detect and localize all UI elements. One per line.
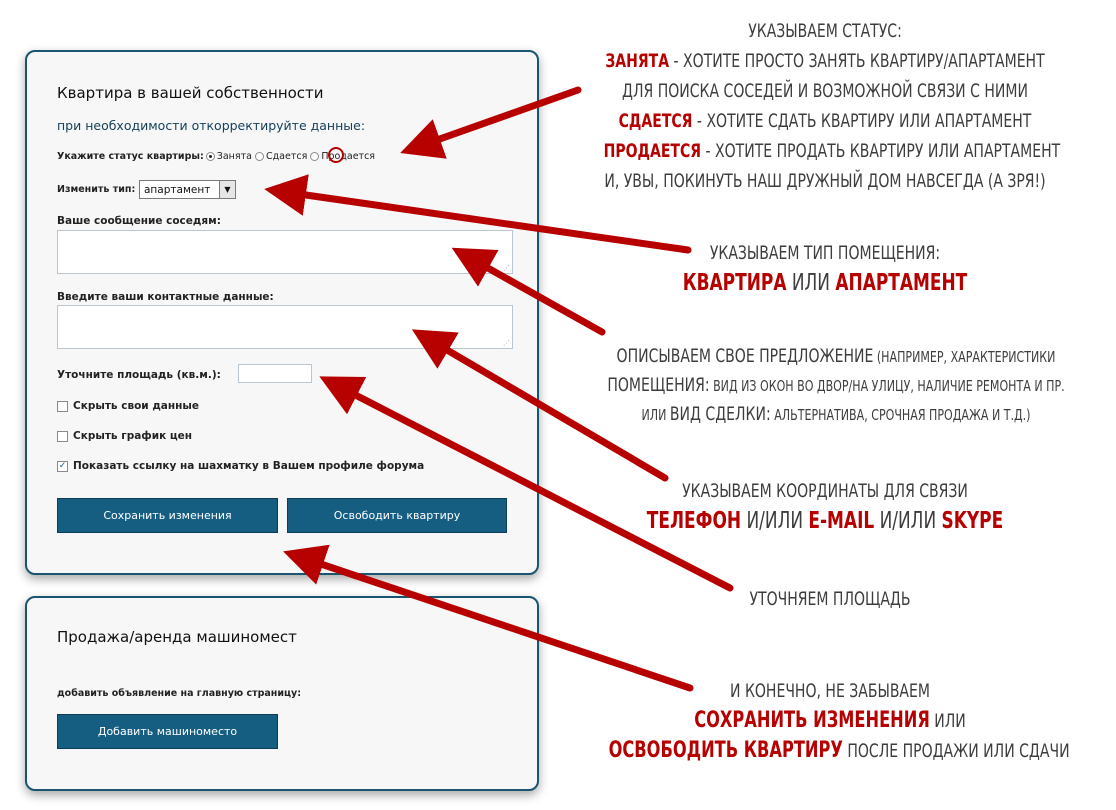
status-radio-sale-label: Продается (321, 151, 376, 162)
parking-panel-title: Продажа/аренда машиномест (57, 628, 297, 646)
resize-grip-icon[interactable]: ⋰ (503, 264, 510, 272)
parking-add-label: добавить объявление на главную страницу: (57, 688, 302, 699)
annotation-status-line3: СДАЕТСЯ - ХОТИТЕ СДАТЬ КВАРТИРУ ИЛИ АПАРТАМЕНТ (618, 110, 1032, 132)
chevron-down-icon[interactable]: ▼ (219, 181, 235, 198)
annotation-status-line1: ЗАНЯТА - ХОТИТЕ ПРОСТО ЗАНЯТЬ КВАРТИРУ/АПАРТАМЕНТ (605, 50, 1045, 72)
contacts-label: Введите ваши контактные данные: (57, 291, 274, 303)
free-apartment-button[interactable]: Освободить квартиру (287, 498, 507, 533)
annotation-area-text: УТОЧНЯЕМ ПЛОЩАДЬ (749, 588, 911, 610)
annotation-status-heading: УКАЗЫВАЕМ СТАТУС: (748, 20, 902, 42)
annotation-status-line2: ДЛЯ ПОИСКА СОСЕДЕЙ И ВОЗМОЖНОЙ СВЯЗИ С НИМИ (622, 80, 1028, 102)
annotation-offer-line3: ИЛИ ВИД СДЕЛКИ: АЛЬТЕРНАТИВА, СРОЧНАЯ ПРОДАЖА И Т.Д.) (641, 403, 1031, 425)
status-label: Укажите статус квартиры: (57, 151, 204, 162)
annotation-area (715, 584, 945, 614)
message-label: Ваше сообщение соседям: (57, 215, 221, 227)
arrow-type (285, 192, 688, 250)
annotation-buttons-line3: ОСВОБОДИТЬ КВАРТИРУ ПОСЛЕ ПРОДАЖИ ИЛИ СДАЧИ (608, 738, 1070, 763)
arrow-buttons (303, 558, 690, 688)
annotation-buttons (608, 676, 1070, 766)
annotation-contacts-heading: УКАЗЫВАЕМ КООРДИНАТЫ ДЛЯ СВЯЗИ (682, 480, 968, 502)
annotation-status-line5: И, УВЫ, ПОКИНУТЬ НАШ ДРУЖНЫЙ ДОМ НАВСЕГДА (А ЗРЯ!) (604, 170, 1046, 192)
hide-data-label: Скрыть свои данные (73, 400, 200, 412)
arrow-message (470, 258, 602, 332)
save-button[interactable]: Сохранить изменения (57, 498, 278, 533)
hide-prices-label: Скрыть график цен (73, 430, 193, 442)
show-link-label: Показать ссылку на шахматку в Вашем профиле форума (73, 460, 425, 472)
annotation-type-heading: УКАЗЫВАЕМ ТИП ПОМЕЩЕНИЯ: (709, 242, 941, 264)
annotation-offer (590, 342, 1082, 429)
annotation-offer-line2: ПОМЕЩЕНИЯ: ВИД ИЗ ОКОН ВО ДВОР/НА УЛИЦУ, НАЛИЧИЕ РЕМОНТА И ПР. (607, 374, 1065, 396)
annotation-contacts-values: ТЕЛЕФОН И/ИЛИ E-MAIL И/ИЛИ SKYPE (646, 508, 1004, 534)
status-radio-occupied-label: Занята (216, 151, 252, 162)
annotation-buttons-line2: СОХРАНИТЬ ИЗМЕНЕНИЯ ИЛИ (694, 708, 966, 733)
status-radio-rent-label: Сдается (265, 151, 308, 162)
panel-subtitle: при необходимости откорректируйте данные: (57, 118, 366, 133)
annotation-status-line4: ПРОДАЕТСЯ - ХОТИТЕ ПРОДАТЬ КВАРТИРУ ИЛИ АПАРТАМЕНТ (603, 140, 1061, 162)
area-label: Уточните площадь (кв.м.): (57, 369, 221, 381)
resize-grip-icon[interactable]: ⋰ (503, 339, 510, 347)
annotation-buttons-line1: И КОНЕЧНО, НЕ ЗАБЫВАЕМ (730, 680, 930, 702)
annotation-offer-line1: ОПИСЫВАЕМ СВОЕ ПРЕДЛОЖЕНИЕ (НАПРИМЕР, ХАРАКТЕРИСТИКИ (616, 345, 1056, 367)
annotation-status (603, 16, 1061, 196)
annotation-type-values: КВАРТИРА ИЛИ АПАРТАМЕНТ (682, 270, 968, 296)
arrow-status (420, 90, 578, 146)
panel-title: Квартира в вашей собственности (57, 84, 324, 102)
add-parking-button[interactable]: Добавить машиноместо (57, 714, 278, 749)
annotation-contacts (632, 476, 1017, 536)
type-label: Изменить тип: (57, 184, 136, 195)
type-select-value: апартамент (144, 183, 211, 196)
annotation-type (641, 238, 1010, 298)
show-link-checkbox[interactable]: ✓ (58, 460, 67, 471)
